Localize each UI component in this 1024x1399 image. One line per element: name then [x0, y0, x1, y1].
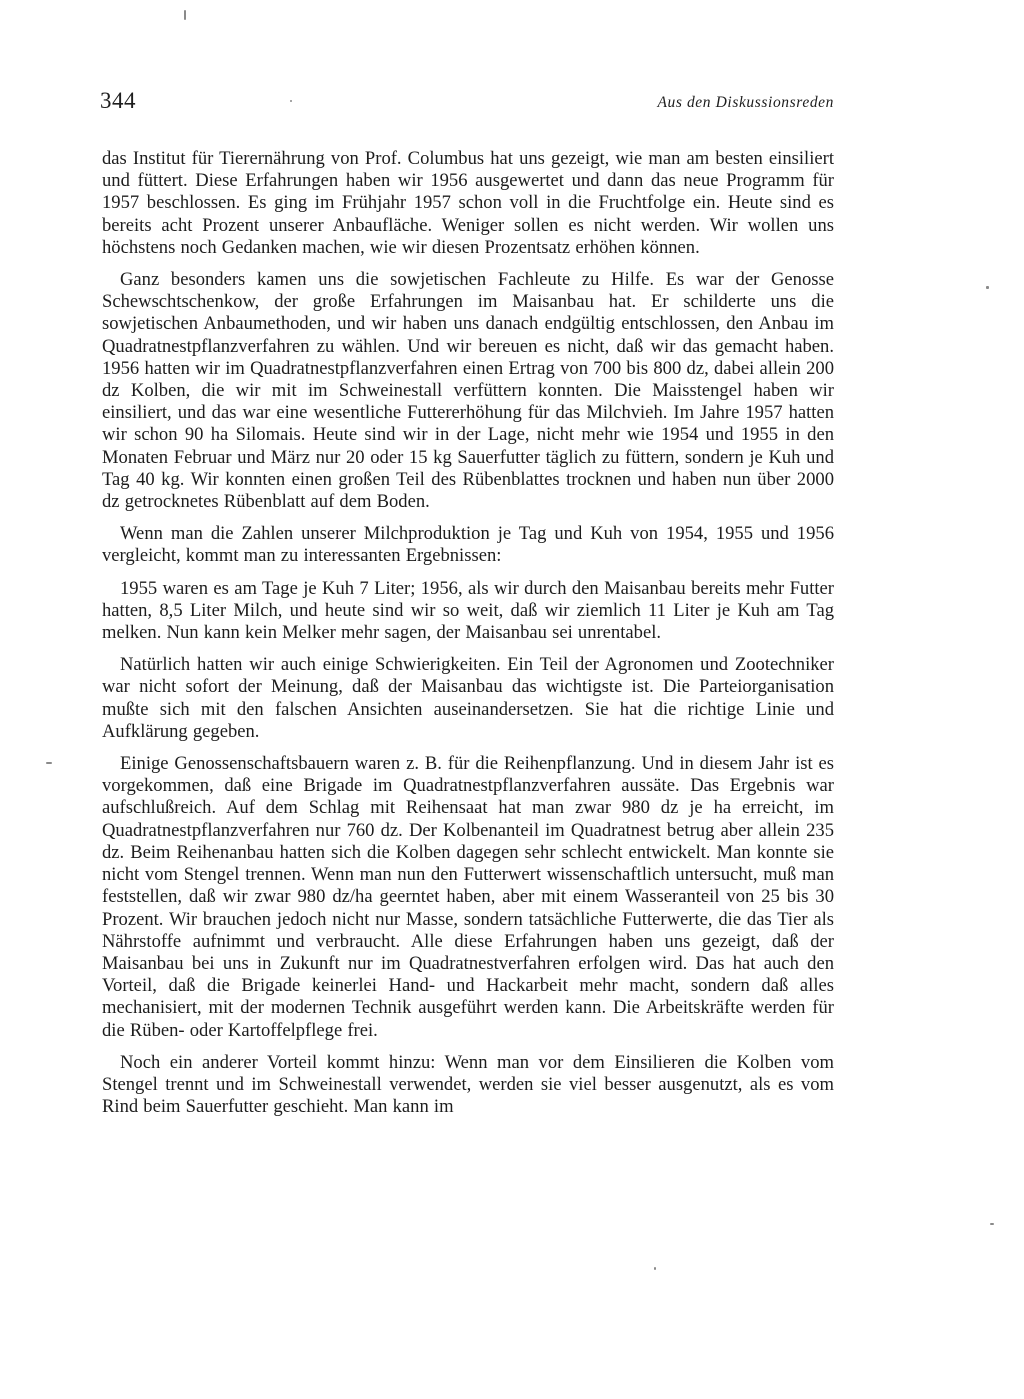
paragraph-4: 1955 waren es am Tage je Kuh 7 Liter; 1956, als wir durch den Maisanbau bereits mehr Futter hatten, 8,5 Liter Milch, und heute sind wir so weit, daß wir ziemlich 11 Liter je Kuh am Tag melken. Nun kann kein Melker mehr sagen, der Maisanbau sei unrentabel.: [102, 577, 834, 644]
body-text: [102, 148, 834, 1128]
paragraph-1: das Institut für Tierernährung von Prof. Columbus hat uns gezeigt, wie man am besten einsiliert und füttert. Diese Erfahrungen haben wir 1956 ausgewertet und dann das neue Programm für 1957 beschlossen. Es ging im Frühjahr 1957 schon voll in die Fruchtfolge ein. Heute sind es bereits acht Prozent unserer Anbaufläche. Weniger sollen es nicht werden. Wir wollen uns höchstens noch Gedanken machen, wie wir diesen Prozentsatz erhöhen können.: [102, 148, 834, 258]
paragraph-5: Natürlich hatten wir auch einige Schwierigkeiten. Ein Teil der Agronomen und Zootechniker war nicht sofort der Meinung, daß der Maisanbau das wichtigste ist. Die Parteiorganisation mußte sich mit den falschen Ansichten auseinandersetzen. Sie hat die richtige Linie und Aufklärung gegeben.: [102, 654, 834, 742]
scan-speck: [654, 1267, 656, 1270]
running-head: Aus den Diskussionsreden: [657, 94, 834, 111]
scan-speck: [990, 1223, 994, 1225]
scan-speck: [290, 100, 292, 102]
page-header: [100, 88, 834, 122]
paragraph-6: Einige Genossenschaftsbauern waren z. B. für die Reihenpflanzung. Und in diesem Jahr ist es vorgekommen, daß eine Brigade im Quadratnestpflanzverfahren aussäte. Das Ergebnis war aufschlußreich. Auf dem Schlag mit Reihensaat hat man zwar 980 dz je ha erreicht, im Quadratnestpflanzverfahren nur 760 dz. Der Kolbenanteil im Quadratnest betrug aber allein 235 dz. Beim Reihenanbau hatten sich die Kolben dagegen sehr schlecht entwickelt. Man konnte sie nicht vom Stengel trennen. Wenn man nun den Futterwert wissenschaftlich untersucht, muß man feststellen, daß wir zwar 980 dz/ha geerntet haben, aber mit einem Wasseranteil von 25 bis 30 Prozent. Wir brauchen jedoch nicht nur Masse, sondern tatsächliche Futterwerte, die das Tier als Nährstoffe aufnimmt und verbraucht. Alle diese Erfahrungen haben uns gezeigt, daß der Maisanbau bei uns in Zukunft nur im Quadratnestverfahren erfolgen wird. Das hat auch den Vorteil, daß die Brigade keinerlei Hand- und Hackarbeit mehr macht, sondern daß alles mechanisiert, mit der modernen Technik ausgeführt werden kann. Die Arbeitskräfte werden für die Rüben- oder Kartoffelpflege frei.: [102, 753, 834, 1041]
scan-speck: [184, 10, 186, 20]
scan-speck: [986, 286, 989, 289]
scan-speck: [46, 762, 52, 764]
paragraph-7: Noch ein anderer Vorteil kommt hinzu: Wenn man vor dem Einsilieren die Kolben vom Stengel trennt und im Schweinestall verwendet, werden sie viel besser ausgenutzt, als es vom Rind beim Sauerfutter geschieht. Man kann im: [102, 1051, 834, 1118]
page-number: 344: [100, 88, 136, 113]
paragraph-2: Ganz besonders kamen uns die sowjetischen Fachleute zu Hilfe. Es war der Genosse Schewschtschenkow, der große Erfahrungen im Maisanbau hat. Er schilderte uns die sowjetischen Anbaumethoden, und wir haben uns danach endgültig entschlossen, den Anbau im Quadratnestpflanzverfahren zu wählen. Und wir bereuen es nicht, daß wir das gemacht haben. 1956 hatten wir im Quadratnestpflanzverfahren einen Ertrag von 700 bis 800 dz, dabei allein 200 dz Kolben, die wir mit im Schweinestall verfüttern konnten. Die Maisstengel haben wir einsiliert, und das war eine wesentliche Futtererhöhung für das Milchvieh. Im Jahre 1957 hatten wir schon 90 ha Silomais. Heute sind wir in der Lage, nicht mehr wie 1954 und 1955 in den Monaten Februar und März nur 20 oder 15 kg Sauerfutter täglich zu füttern, sondern je Kuh und Tag 40 kg. Wir konnten einen großen Teil des Rübenblattes trocknen und haben nun über 2000 dz getrocknetes Rübenblatt auf dem Boden.: [102, 269, 834, 513]
paragraph-3: Wenn man die Zahlen unserer Milchproduktion je Tag und Kuh von 1954, 1955 und 1956 vergleicht, kommt man zu interessanten Ergebnissen:: [102, 523, 834, 567]
